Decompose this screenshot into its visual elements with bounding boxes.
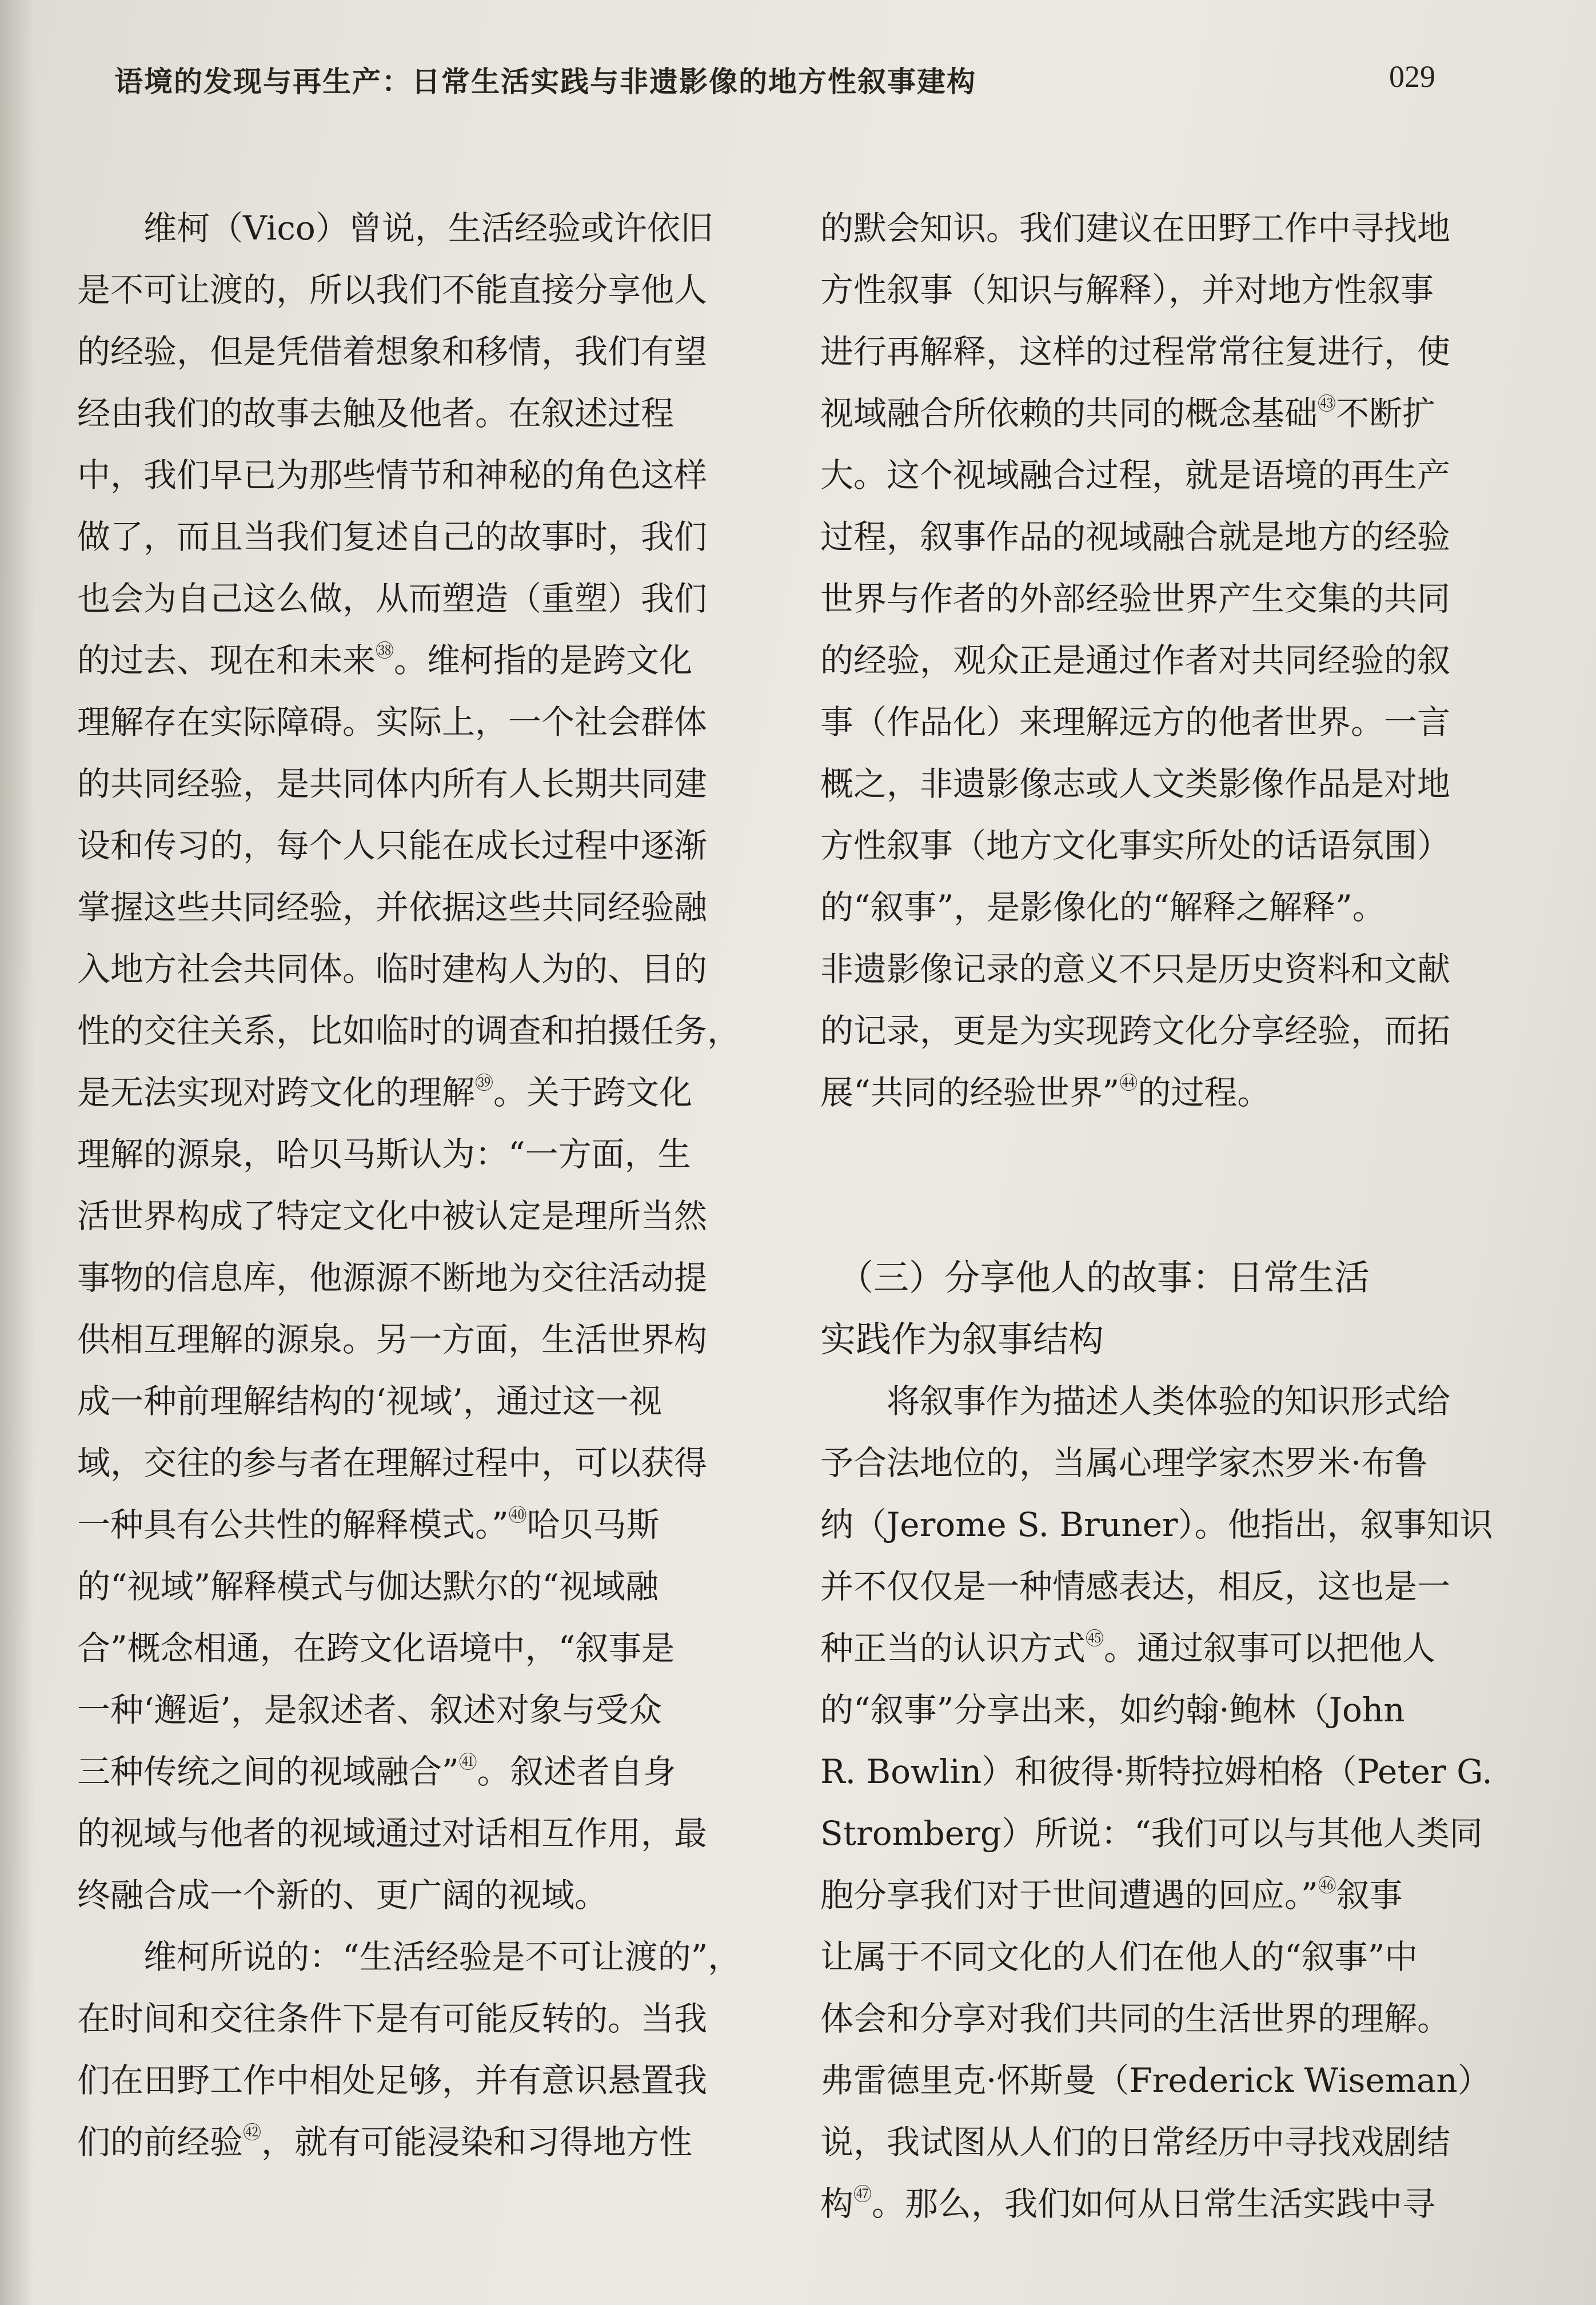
text-segment: 构 [820, 2184, 854, 2223]
text-line [820, 1617, 1518, 1679]
text-line [77, 321, 763, 382]
text-segment: 的记录，更是为实现跨文化分享经验，而拓 [820, 1011, 1451, 1050]
text-segment: 。那么，我们如何从日常生活实践中寻 [872, 2184, 1436, 2223]
text-segment: 的过去、现在和未来 [77, 641, 376, 680]
text-segment: 大。这个视域融合过程，就是语境的再生产 [820, 456, 1451, 495]
text-line [77, 1617, 763, 1679]
text-segment: 不断扩 [1336, 394, 1436, 433]
text-line [820, 1123, 1518, 1185]
text-segment: 的经验，但是凭借着想象和移情，我们有望 [77, 332, 708, 371]
text-segment: 让属于不同文化的人们在他人的“叙事”中 [820, 1937, 1418, 1976]
running-title: 语境的发现与再生产：日常生活实践与非遗影像的地方性叙事建构 [114, 65, 976, 98]
page-header [114, 54, 1463, 106]
text-segment: 中，我们早已为那些情节和神秘的角色这样 [77, 456, 708, 495]
text-segment: 也会为自己这么做，从而塑造（重塑）我们 [77, 579, 708, 618]
text-line [820, 197, 1518, 259]
text-segment: 事（作品化）来理解远方的他者世界。一言 [820, 703, 1451, 741]
text-segment: 们在田野工作中相处足够，并有意识悬置我 [77, 2061, 708, 2100]
text-line [820, 691, 1518, 753]
text-line [77, 568, 763, 629]
text-line [77, 1802, 763, 1864]
right-text-column [820, 197, 1518, 2235]
text-segment: 性的交往关系，比如临时的调查和拍摄任务， [77, 1011, 741, 1050]
footnote-marker: ㊻ [1318, 1875, 1336, 1896]
text-segment: 弗雷德里克·怀斯曼（Frederick Wiseman） [820, 2061, 1491, 2100]
text-line [77, 1741, 763, 1802]
text-segment: 非遗影像记录的意义不只是历史资料和文献 [820, 950, 1451, 988]
text-line [77, 1679, 763, 1741]
text-line [77, 1864, 763, 1926]
text-segment: 掌握这些共同经验，并依据这些共同经验融 [77, 888, 708, 927]
text-line [77, 259, 763, 321]
text-segment: 的“视域”解释模式与伽达默尔的“视域融 [77, 1567, 659, 1606]
text-segment: 在时间和交往条件下是有可能反转的。当我 [77, 1999, 708, 2038]
text-segment: 活世界构成了特定文化中被认定是理所当然 [77, 1197, 708, 1235]
text-line [820, 1679, 1518, 1741]
text-segment: 的经验，观众正是通过作者对共同经验的叙 [820, 641, 1451, 680]
footnote-marker: ㊶ [458, 1751, 477, 1773]
text-segment: 理解存在实际障碍。实际上，一个社会群体 [77, 703, 708, 741]
text-segment: 经由我们的故事去触及他者。在叙述过程 [77, 394, 675, 433]
text-segment: 入地方社会共同体。临时建构人为的、目的 [77, 950, 708, 988]
text-segment: 的默会知识。我们建议在田野工作中寻找地 [820, 209, 1451, 248]
text-segment: 世界与作者的外部经验世界产生交集的共同 [820, 579, 1451, 618]
text-segment: 维柯所说的：“生活经验是不可让渡的”， [77, 1937, 741, 1976]
text-line [820, 1802, 1518, 1864]
text-line [77, 1494, 763, 1556]
footnote-marker: ㊵ [508, 1504, 527, 1526]
footnote-marker: ㊺ [1086, 1628, 1104, 1649]
text-line [77, 876, 763, 938]
text-line [820, 506, 1518, 568]
page-number: 029 [1389, 59, 1435, 94]
text-segment: 的视域与他者的视域通过对话相互作用，最 [77, 1814, 708, 1853]
footnote-marker: ㊸ [1318, 393, 1336, 414]
text-line [820, 1247, 1518, 1309]
text-line [77, 1926, 763, 1988]
text-line [820, 815, 1518, 876]
text-segment: 视域融合所依赖的共同的概念基础 [820, 394, 1318, 433]
footnote-marker: ㊷ [243, 2121, 262, 2143]
text-line [77, 1123, 763, 1185]
text-segment: 的过程。 [1138, 1073, 1271, 1112]
text-line [820, 1370, 1518, 1432]
text-line [77, 1370, 763, 1432]
text-segment: 的“叙事”，是影像化的“解释之解释”。 [820, 888, 1386, 927]
text-line [77, 753, 763, 815]
text-segment: 。关于跨文化 [493, 1073, 693, 1112]
text-segment: 并不仅仅是一种情感表达，相反，这也是一 [820, 1567, 1451, 1606]
text-line [77, 1247, 763, 1309]
text-segment: 三种传统之间的视域融合” [77, 1752, 459, 1791]
text-line [77, 938, 763, 1000]
text-line [820, 1864, 1518, 1926]
text-line [77, 444, 763, 506]
text-line [77, 506, 763, 568]
text-line [820, 1988, 1518, 2049]
text-segment: 们的前经验 [77, 2123, 244, 2162]
text-segment: 成一种前理解结构的‘视域’，通过这一视 [77, 1382, 662, 1421]
text-segment: 种正当的认识方式 [820, 1629, 1086, 1668]
text-line [820, 1000, 1518, 1062]
text-line [820, 1185, 1518, 1247]
text-line [77, 691, 763, 753]
footnote-marker: ㊼ [853, 2183, 872, 2205]
text-segment: 胞分享我们对于世间遭遇的回应。” [820, 1876, 1318, 1915]
text-segment: 。通过叙事可以把他人 [1104, 1629, 1436, 1668]
footnote-marker: ㊳ [376, 640, 394, 661]
text-segment: 方性叙事（地方文化事实所处的话语氛围） [820, 826, 1451, 865]
text-segment: ，就有可能浸染和习得地方性 [261, 2123, 693, 2162]
footnote-marker: ㊹ [1119, 1072, 1138, 1094]
text-line [77, 815, 763, 876]
text-line [820, 2173, 1518, 2235]
text-line [820, 753, 1518, 815]
section-heading: 实践作为叙事结构 [820, 1318, 1104, 1360]
text-segment: 叙事 [1336, 1876, 1403, 1915]
text-line [820, 1556, 1518, 1617]
text-line [820, 1309, 1518, 1370]
text-segment: 一种‘邂逅’，是叙述者、叙述对象与受众 [77, 1690, 662, 1729]
text-line [820, 1926, 1518, 1988]
text-segment: 纳（Jerome S. Bruner）。他指出，叙事知识 [820, 1505, 1493, 1544]
text-segment: 一种具有公共性的解释模式。” [77, 1505, 509, 1544]
text-line [77, 1988, 763, 2049]
text-segment: R. Bowlin）和彼得·斯特拉姆柏格（Peter G. [820, 1752, 1493, 1791]
text-line [77, 197, 763, 259]
text-segment: 哈贝马斯 [526, 1505, 660, 1544]
text-segment: 理解的源泉，哈贝马斯认为：“一方面，生 [77, 1135, 691, 1174]
text-segment: Stromberg）所说：“我们可以与其他人类同 [820, 1814, 1483, 1853]
footnote-marker: ㊴ [475, 1072, 494, 1094]
text-segment: 终融合成一个新的、更广阔的视域。 [77, 1876, 608, 1915]
page-gutter-shadow [0, 0, 34, 2305]
text-segment: 维柯（Vico）曾说，生活经验或许依旧 [77, 209, 713, 248]
text-line [820, 321, 1518, 382]
left-text-column [77, 197, 763, 2173]
text-line [77, 2049, 763, 2111]
text-segment: 予合法地位的，当属心理学家杰罗米·布鲁 [820, 1443, 1428, 1482]
text-segment: 说，我试图从人们的日常经历中寻找戏剧结 [820, 2123, 1451, 2162]
section-heading: （三）分享他人的故事：日常生活 [820, 1257, 1370, 1298]
text-line [77, 1432, 763, 1494]
text-segment: 体会和分享对我们共同的生活世界的理解。 [820, 1999, 1451, 2038]
text-segment: 展“共同的经验世界” [820, 1073, 1120, 1112]
text-segment: 。维柯指的是跨文化 [394, 641, 693, 680]
text-line [820, 1494, 1518, 1556]
text-line [77, 1309, 763, 1370]
text-line [820, 259, 1518, 321]
text-segment: 的“叙事”分享出来，如约翰·鲍林（John [820, 1690, 1405, 1729]
text-segment: 进行再解释，这样的过程常常往复进行，使 [820, 332, 1451, 371]
text-line [820, 444, 1518, 506]
text-line [820, 568, 1518, 629]
text-line [820, 1062, 1518, 1123]
text-segment: 设和传习的，每个人只能在成长过程中逐渐 [77, 826, 708, 865]
text-segment: 将叙事作为描述人类体验的知识形式给 [820, 1382, 1451, 1421]
text-segment: 过程，叙事作品的视域融合就是地方的经验 [820, 517, 1451, 556]
text-segment: 概之，非遗影像志或人文类影像作品是对地 [820, 764, 1451, 803]
text-line [820, 629, 1518, 691]
text-line [820, 2111, 1518, 2173]
text-line [820, 876, 1518, 938]
text-line [77, 629, 763, 691]
text-segment: 是无法实现对跨文化的理解 [77, 1073, 476, 1112]
text-segment: 。叙述者自身 [477, 1752, 676, 1791]
text-segment: 方性叙事（知识与解释），并对地方性叙事 [820, 270, 1434, 309]
text-segment: 供相互理解的源泉。另一方面，生活世界构 [77, 1320, 708, 1359]
text-segment: 是不可让渡的，所以我们不能直接分享他人 [77, 270, 708, 309]
text-line [820, 382, 1518, 444]
text-segment: 合”概念相通，在跨文化语境中，“叙事是 [77, 1629, 675, 1668]
text-segment: 的共同经验，是共同体内所有人长期共同建 [77, 764, 708, 803]
text-line [820, 938, 1518, 1000]
text-line [77, 1062, 763, 1123]
text-line [77, 1556, 763, 1617]
text-segment: 做了，而且当我们复述自己的故事时，我们 [77, 517, 708, 556]
text-line [77, 1000, 763, 1062]
text-line [77, 2111, 763, 2173]
text-line [820, 1432, 1518, 1494]
text-line [77, 382, 763, 444]
text-segment: 事物的信息库，他源源不断地为交往活动提 [77, 1258, 708, 1297]
text-line [77, 1185, 763, 1247]
text-segment: 域，交往的参与者在理解过程中，可以获得 [77, 1443, 708, 1482]
text-line [820, 1741, 1518, 1802]
text-line [820, 2049, 1518, 2111]
